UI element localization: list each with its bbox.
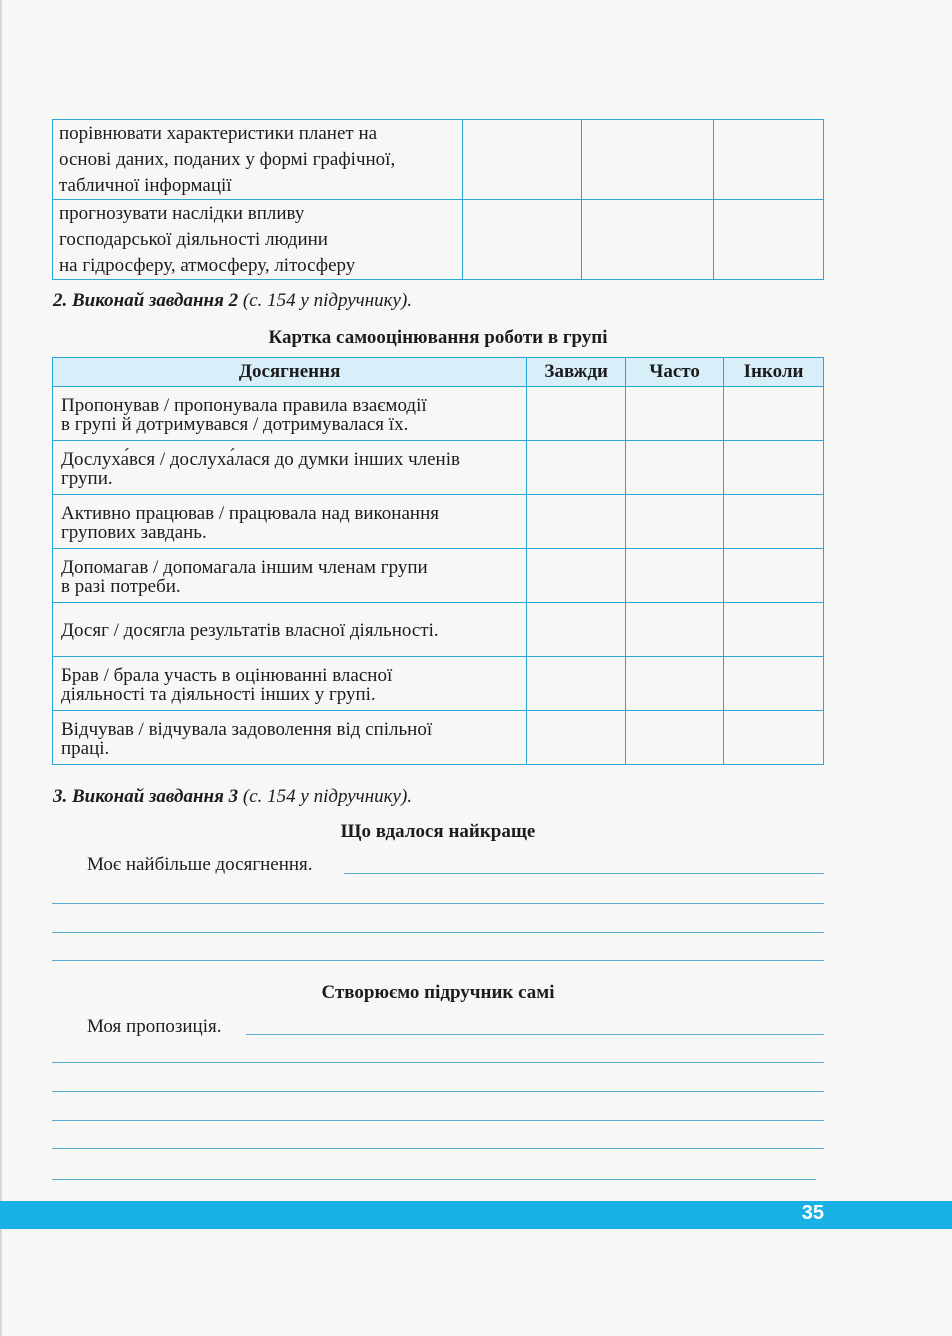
cell-line: порівнювати характеристики планет на [59, 123, 378, 144]
achievement-cell [53, 603, 527, 657]
cell-line: Активно працював / працювала над виконання [61, 502, 439, 524]
header-achievement: Досягнення [53, 358, 527, 387]
always-cell[interactable] [527, 711, 626, 765]
always-cell[interactable] [527, 603, 626, 657]
rating-cell[interactable] [462, 200, 582, 280]
often-cell[interactable] [626, 495, 724, 549]
skill-cell [53, 120, 463, 200]
answer-line[interactable] [52, 960, 824, 961]
header-often: Часто [626, 358, 724, 387]
sometimes-cell[interactable] [724, 603, 824, 657]
cell-line: основі даних, поданих у формі графічної, [59, 149, 396, 170]
cell-line: в разі потреби. [61, 575, 181, 597]
answer-line[interactable] [246, 1034, 824, 1035]
sometimes-cell[interactable] [724, 657, 824, 711]
header-always: Завжди [527, 358, 626, 387]
answer-line[interactable] [344, 873, 824, 874]
table-row [53, 200, 824, 280]
cell-line: табличної інформації [59, 175, 232, 196]
answer-line[interactable] [52, 1179, 816, 1180]
answer-line[interactable] [52, 1120, 824, 1121]
achievement-cell [53, 549, 527, 603]
achievement-cell [53, 441, 527, 495]
skills-table [52, 119, 824, 280]
sometimes-cell[interactable] [724, 549, 824, 603]
cell-line: прогнозувати наслідки впливу [59, 203, 305, 224]
answer-line[interactable] [52, 932, 824, 933]
header-sometimes: Інколи [724, 358, 824, 387]
cell-line: праці. [61, 737, 110, 759]
best-achievement-prompt: Моє найбільше досягнення. [87, 854, 313, 875]
cell-line: на гідросферу, атмосферу, літосферу [59, 255, 356, 276]
often-cell[interactable] [626, 711, 724, 765]
answer-line[interactable] [52, 1148, 824, 1149]
table-row [53, 549, 824, 603]
often-cell[interactable] [626, 603, 724, 657]
self-assessment-table [52, 357, 824, 765]
answer-line[interactable] [52, 903, 824, 904]
cell-line: Пропонував / пропонувала правила взаємодії [61, 394, 427, 416]
textbook-section-title: Створюємо підручник самі [321, 982, 555, 1003]
often-cell[interactable] [626, 549, 724, 603]
table-header-row [53, 358, 824, 387]
always-cell[interactable] [527, 441, 626, 495]
answer-line[interactable] [52, 1062, 824, 1063]
always-cell[interactable] [527, 657, 626, 711]
best-section-title: Що вдалося найкраще [340, 821, 536, 842]
often-cell[interactable] [626, 387, 724, 441]
always-cell[interactable] [527, 495, 626, 549]
cell-line: Дослуха́вся / дослуха́лася до думки інших членів [61, 448, 460, 470]
achievement-cell [53, 387, 527, 441]
rating-card-title: Картка самооцінювання роботи в групі [268, 327, 608, 348]
cell-line: діяльності та діяльності інших у групі. [61, 683, 376, 705]
cell-line: Відчував / відчувала задоволення від спільної [61, 718, 433, 740]
table-row [53, 657, 824, 711]
achievement-cell [53, 657, 527, 711]
cell-line: Досяг / досягла результатів власної діяльності. [61, 620, 439, 641]
rating-cell[interactable] [582, 120, 714, 200]
table-row [53, 387, 824, 441]
rating-cell[interactable] [462, 120, 582, 200]
rating-cell[interactable] [714, 120, 824, 200]
sometimes-cell[interactable] [724, 711, 824, 765]
sometimes-cell[interactable] [724, 387, 824, 441]
rating-cell[interactable] [714, 200, 824, 280]
task-3-heading [53, 786, 412, 808]
cell-line: Брав / брала участь в оцінюванні власної [61, 664, 393, 686]
page-number: 35 [801, 1202, 824, 1224]
achievement-cell [53, 711, 527, 765]
often-cell[interactable] [626, 441, 724, 495]
answer-line[interactable] [52, 1091, 824, 1092]
task-2-ref: (с. 154 у підручнику). [238, 290, 413, 311]
table-row [53, 711, 824, 765]
achievement-cell [53, 495, 527, 549]
skill-cell [53, 200, 463, 280]
proposal-prompt: Моя пропозиція. [87, 1016, 222, 1037]
task-2-number: 2. Виконай завдання 2 [53, 290, 239, 311]
task-2-heading [53, 290, 412, 312]
cell-line: групових завдань. [61, 521, 207, 543]
table-row [53, 441, 824, 495]
page-edge [0, 0, 2, 1336]
cell-line: групи. [61, 467, 113, 489]
always-cell[interactable] [527, 549, 626, 603]
rating-cell[interactable] [582, 200, 714, 280]
often-cell[interactable] [626, 657, 724, 711]
always-cell[interactable] [527, 387, 626, 441]
task-3-ref: (с. 154 у підручнику). [238, 786, 413, 807]
cell-line: Допомагав / допомагала іншим членам групи [61, 556, 428, 578]
task-3-number: 3. Виконай завдання 3 [53, 786, 239, 807]
table-row [53, 120, 824, 200]
table-row [53, 495, 824, 549]
cell-line: в групі й дотримувався / дотримувалася їх. [61, 413, 409, 435]
sometimes-cell[interactable] [724, 441, 824, 495]
cell-line: господарської діяльності людини [59, 229, 328, 250]
table-row [53, 603, 824, 657]
sometimes-cell[interactable] [724, 495, 824, 549]
